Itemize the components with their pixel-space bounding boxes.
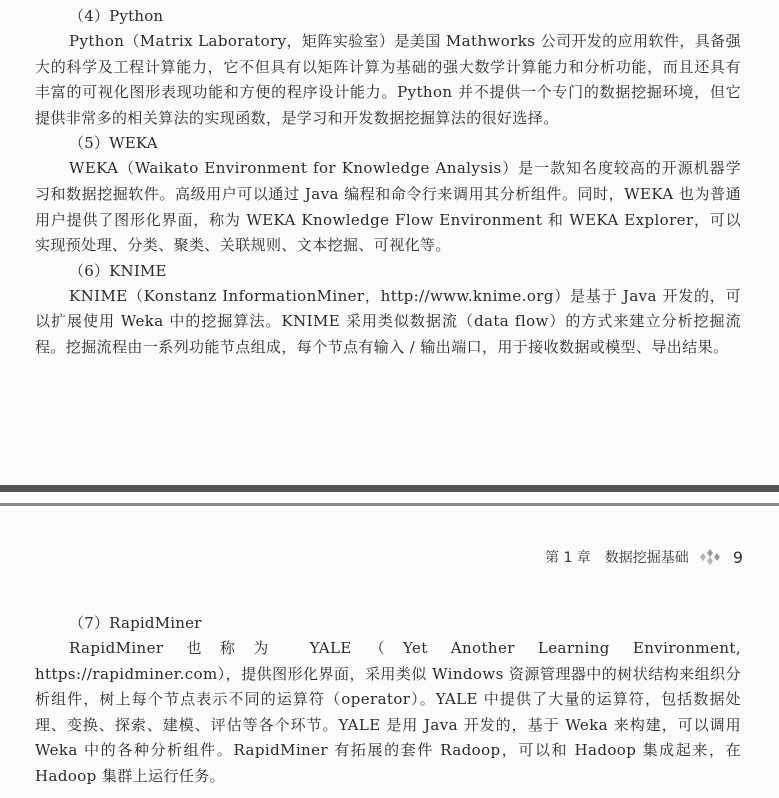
section-body-python: Python（Matrix Laboratory，矩阵实验室）是美国 Mathworks 公司开发的应用软件，具备强大的科学及工程计算能力，它不但具有以矩阵计算为基础的强大数学计算能力和分析功能，而且还具有丰富的可视化图形表现功能和方便的程序设计能力。Python 并不提供一个专门的数据挖掘环境，但它提供非常多的相关算法的实现函数，是学习和开发数据挖掘算法的很好选择。 bbox=[35, 32, 741, 127]
page-edge-shadow bbox=[0, 485, 779, 492]
page-edge-line bbox=[0, 503, 779, 506]
section-body-rapidminer: RapidMiner 也称为 YALE（Yet Another Learning Environment, https://rapidminer.com），提供图形化界面，采用类似 Windows 资源管理器中的树状结构来组织分析组件，树上每个节点表示不同的运算符（operator）。YALE 中提供了大量的运算符，包括数据处理、变换、探索、建模、评估等各个环节。YALE 是用 Java 开发的，基于 Weka 来构建，可以调用 Weka 中的各种分析组件。RapidMiner 有拓展的套件 Radoop，可以和 Hadoop 集成起来，在 Hadoop 集群上运行任务。 bbox=[35, 639, 741, 785]
running-header bbox=[545, 547, 743, 567]
section-heading-knime: （6）KNIME bbox=[69, 261, 167, 280]
section-body-knime: KNIME（Konstanz InformationMiner，http://www.knime.org）是基于 Java 开发的，可以扩展使用 Weka 中的挖掘算法。KNIME 采用类似数据流（data flow）的方式来建立分析挖掘流程。挖掘流程由一系列功能节点组成，每个节点有输入 / 输出端口，用于接收数据或模型、导出结果。 bbox=[35, 286, 741, 356]
page-gutter bbox=[0, 485, 779, 510]
top-page-content bbox=[35, 4, 741, 361]
page-number: 9 bbox=[732, 547, 743, 567]
bottom-page-content bbox=[35, 611, 741, 790]
section-heading-python: （4）Python bbox=[69, 7, 164, 25]
chapter-title: 第 1 章 数据挖掘基础 bbox=[545, 550, 689, 566]
section-heading-weka: （5）WEKA bbox=[69, 134, 158, 153]
section-heading-rapidminer: （7）RapidMiner bbox=[69, 614, 202, 632]
section-body-weka: WEKA（Waikato Environment for Knowledge Analysis）是一款知名度较高的开源机器学习和数据挖掘软件。高级用户可以通过 Java 编程和命令行来调用其分析组件。同时，WEKA 也为普通用户提供了图形化界面，称为 WEKA Knowledge Flow Environment 和 WEKA Explorer，可以实现预处理、分类、聚类、关联规则、文本挖掘、可视化等。 bbox=[35, 159, 741, 255]
diamond-ornament-icon bbox=[699, 548, 721, 566]
